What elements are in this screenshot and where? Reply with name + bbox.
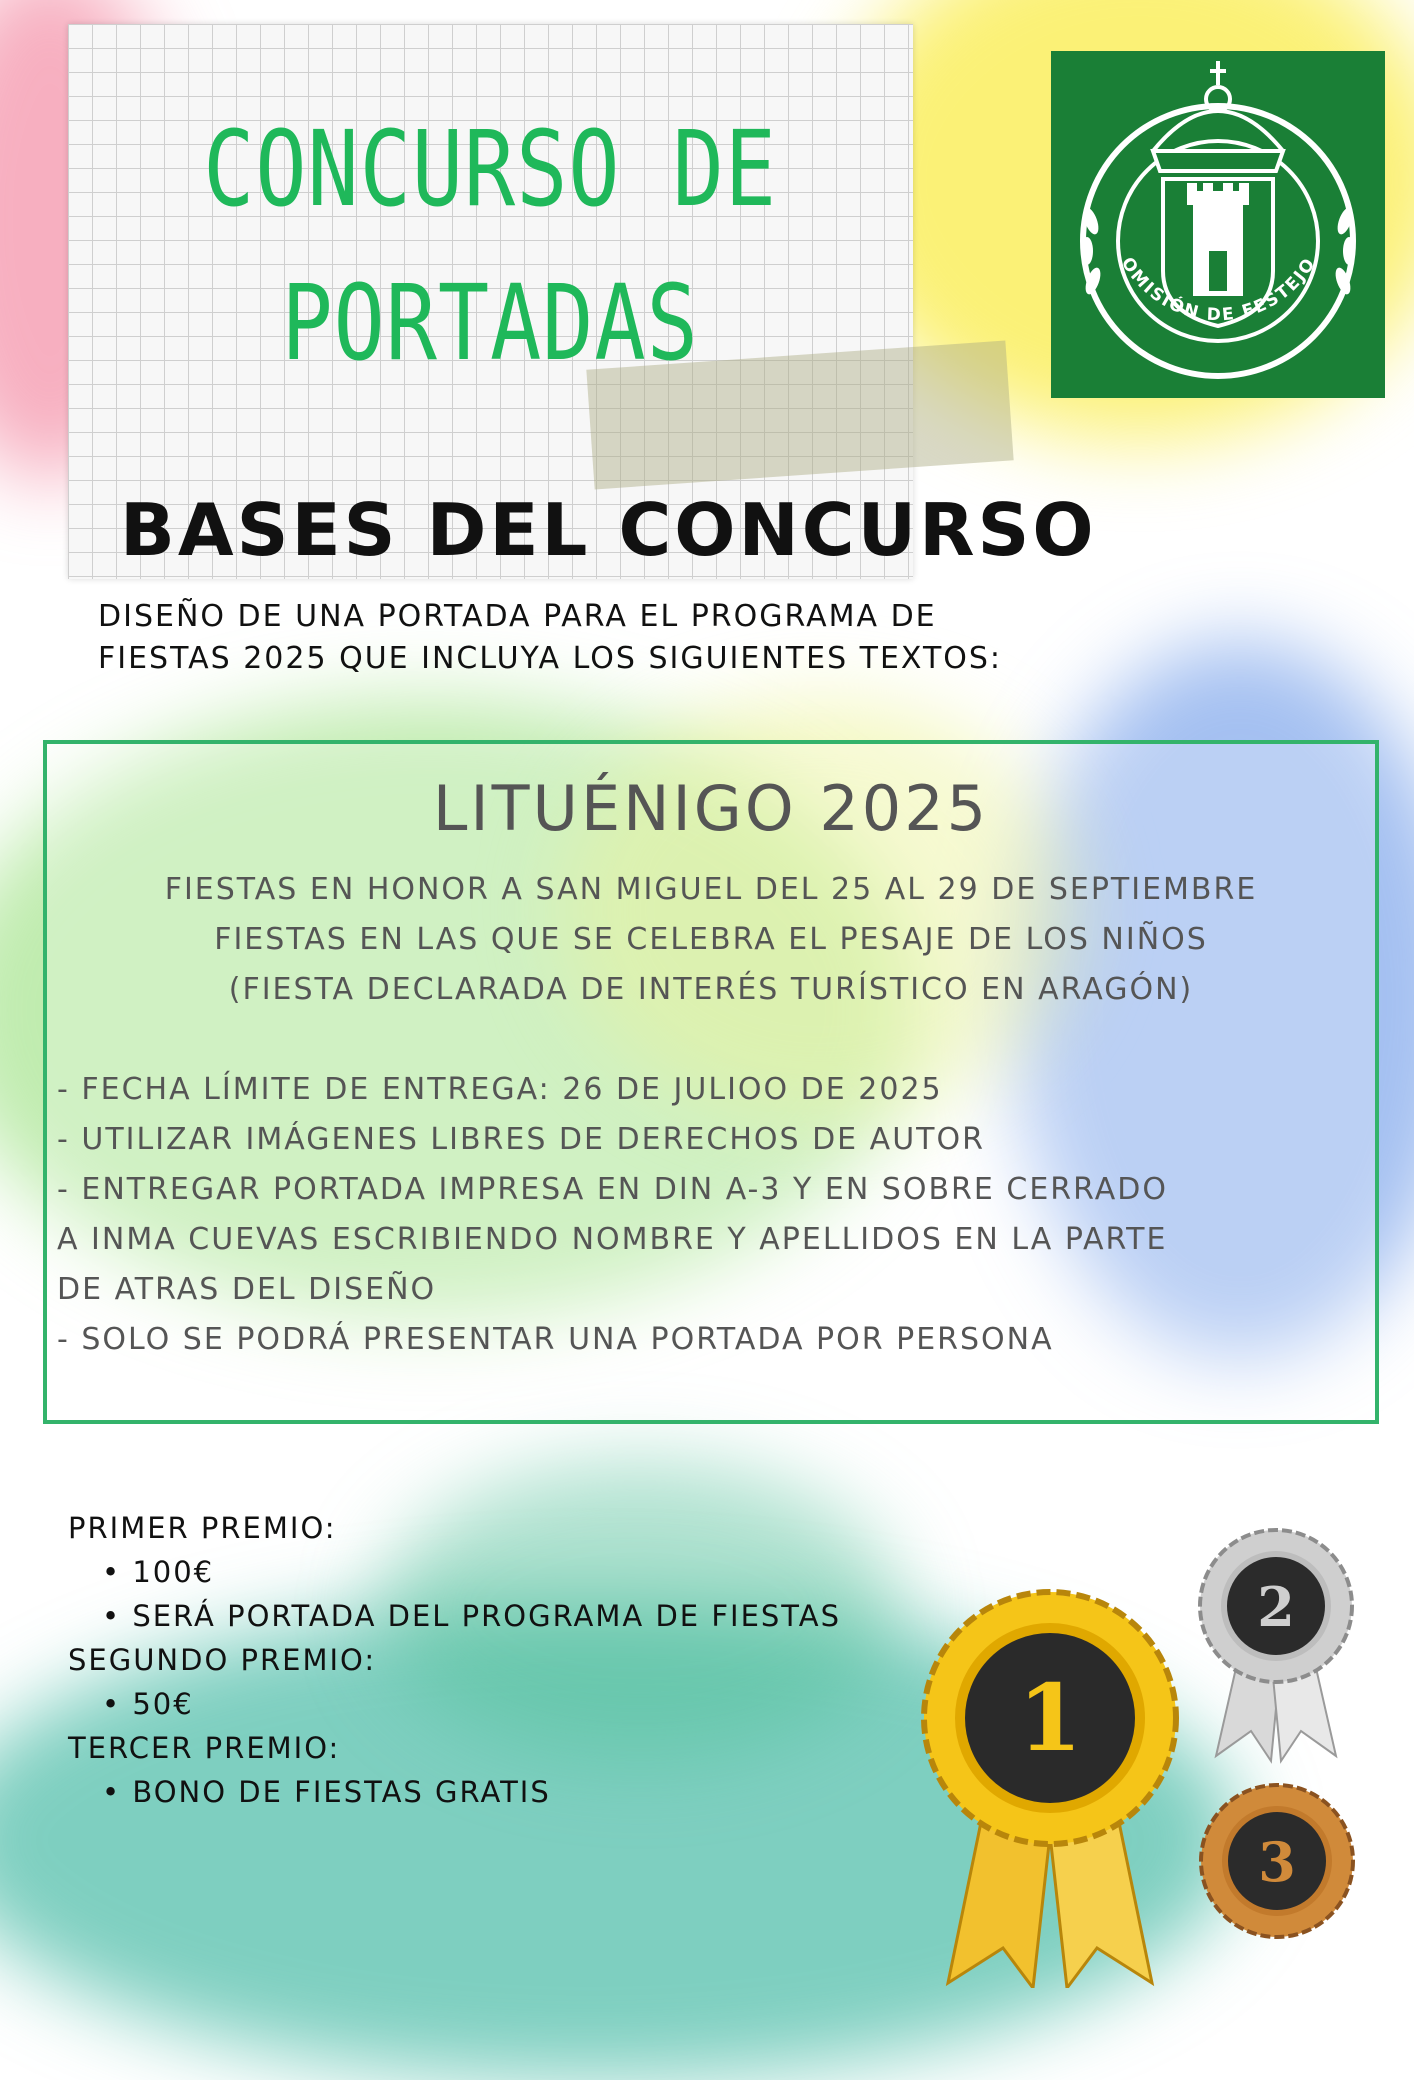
panel-subline-2: FIESTAS EN LAS QUE SE CELEBRA EL PESAJE DE LOS NIÑOS: [214, 922, 1208, 957]
title-line-1: CONCURSO DE: [203, 108, 777, 230]
title-line-2: PORTADAS: [281, 262, 699, 384]
first-prize-item: • SERÁ PORTADA DEL PROGRAMA DE FIESTAS: [102, 1599, 842, 1633]
bronze-medal-icon: [1196, 1780, 1358, 1999]
svg-text:COMISIÓN DE FESTEJOS: OMISIÓN DE FESTEJO: [1116, 253, 1321, 326]
crown-castle-seal-icon: [1051, 51, 1385, 398]
panel-subline-1: FIESTAS EN HONOR A SAN MIGUEL DEL 25 AL 29 DE SEPTIEMBRE: [164, 872, 1258, 907]
info-panel: [43, 740, 1379, 1424]
gold-medal-icon: [918, 1588, 1182, 1988]
section-title: BASES DEL CONCURSO: [120, 488, 1097, 572]
rule-delivery-2: A INMA CUEVAS ESCRIBIENDO NOMBRE Y APELLIDOS EN LA PARTE: [57, 1222, 1168, 1257]
intro-line-1: DISEÑO DE UNA PORTADA PARA EL PROGRAMA DE: [98, 599, 937, 634]
intro-line-2: FIESTAS 2025 QUE INCLUYA LOS SIGUIENTES TEXTOS:: [98, 641, 1003, 676]
prizes-list: [68, 1506, 841, 1814]
first-prize-item: • 100€: [102, 1555, 215, 1589]
first-prize-label: PRIMER PREMIO:: [68, 1511, 337, 1545]
rule-deadline: - FECHA LÍMITE DE ENTREGA: 26 DE JULIOO DE 2025: [57, 1072, 943, 1107]
panel-title: LITUÉNIGO 2025: [432, 772, 990, 845]
rule-one-per-person: - SOLO SE PODRÁ PRESENTAR UNA PORTADA POR PERSONA: [57, 1322, 1054, 1357]
third-prize-item: • BONO DE FIESTAS GRATIS: [102, 1775, 551, 1809]
second-prize-label: SEGUNDO PREMIO:: [68, 1643, 377, 1677]
logo: [1051, 51, 1385, 398]
intro-text: [98, 596, 1002, 680]
svg-text:3: 3: [1258, 1830, 1296, 1894]
second-prize-item: • 50€: [102, 1687, 194, 1721]
rule-delivery-3: DE ATRAS DEL DISEÑO: [57, 1272, 437, 1307]
panel-subline-3: (FIESTA DECLARADA DE INTERÉS TURÍSTICO EN ARAGÓN): [228, 972, 1194, 1007]
third-prize-label: TERCER PREMIO:: [68, 1731, 341, 1765]
svg-text:2: 2: [1257, 1575, 1295, 1639]
rule-delivery-1: - ENTREGAR PORTADA IMPRESA EN DIN A-3 Y EN SOBRE CERRADO: [57, 1172, 1168, 1207]
rule-free-images: - UTILIZAR IMÁGENES LIBRES DE DERECHOS DE AUTOR: [57, 1122, 985, 1157]
silver-medal-icon: [1196, 1526, 1356, 1766]
svg-text:1: 1: [1017, 1664, 1083, 1772]
